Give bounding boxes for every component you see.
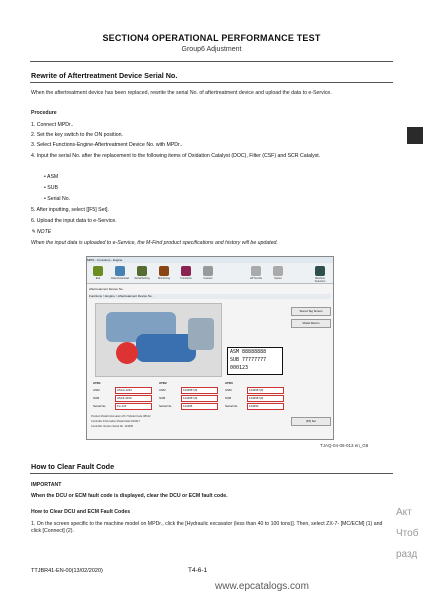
serial-atd2-field[interactable]: 123456 [181, 403, 218, 410]
toolbar-label: Careers [203, 277, 213, 280]
plate-sub: SUB 77777777 [230, 357, 267, 363]
column-atd3: ATD3 [225, 381, 233, 385]
toolbar-label: Monitoring [157, 277, 171, 280]
column-atd2: ATD2 [159, 381, 167, 385]
device-part-gray [188, 318, 214, 350]
window-title: MPDr - Functions - Engine [87, 257, 333, 263]
important-text: When the DCU or ECM fault code is displayed, clear the DCU or ECM fault code. [31, 493, 228, 499]
row-label: ASM [93, 388, 100, 392]
rewrite-title: Rewrite of Aftertreatment Device Serial No. [31, 71, 178, 80]
info-line: Product Model Information ZX-7 Model Code 08132 [91, 415, 151, 418]
machine-selection-icon[interactable] [315, 266, 325, 276]
asm-atd1-field[interactable]: ASCA-1234 [115, 387, 152, 394]
bullet-serial: • Serial No. [44, 196, 71, 202]
header-divider [30, 61, 393, 62]
procedure-label: Procedure [31, 110, 57, 116]
group-heading: Group6 Adjustment [181, 46, 242, 53]
nozzle-icon[interactable] [251, 266, 261, 276]
step-4: 4. Input the serial No. after the replacement to the following items of Oxidation Catalyst (DOC), Filter (CSF) and SCR Catalyst. [31, 153, 321, 159]
plate-asm: ASM 88888888 [230, 349, 267, 355]
model-return-button[interactable]: Model Return [291, 319, 331, 328]
side-text: Акт [396, 507, 412, 518]
sub-atd3-field[interactable]: 1234567(0) [247, 395, 284, 402]
rewrite-intro: When the aftertreatment device has been replaced, rewrite the serial No. of aftertreatment device and upload the data to e-Service. [31, 90, 332, 96]
asm-atd3-field[interactable]: 1234567(0) [247, 387, 284, 394]
info-line: Controller Information Model Date 03/2017 [91, 420, 141, 423]
side-text: разд [396, 549, 418, 560]
row-label: ASM [225, 388, 232, 392]
toolbar-label: Data Download [111, 277, 129, 280]
sub-atd1-field[interactable]: ASCF-4150 [115, 395, 152, 402]
serial-atd3-field[interactable]: 123450 [247, 403, 284, 410]
important-label: IMPORTANT [31, 482, 62, 488]
fault-subtitle: How to Clear DCU and ECM Fault Codes [31, 509, 131, 515]
step-2: 2. Set the key switch to the ON position. [31, 132, 123, 138]
row-label: SUB [159, 396, 166, 400]
functions-icon[interactable] [181, 266, 191, 276]
toolbar-label: HP Nozzle [249, 277, 263, 280]
stored-tag-button[interactable]: Stored Tag Screen [291, 307, 331, 316]
panel-title: Aftertreatment Device No. [89, 287, 124, 291]
serial-atd1-field[interactable]: Fix-123 [115, 403, 152, 410]
row-label: SUB [225, 396, 232, 400]
monitoring-icon[interactable] [159, 266, 169, 276]
aftertreatment-device-image [95, 303, 222, 377]
device-canister [136, 334, 196, 362]
device-part-red [116, 342, 138, 364]
section-heading: SECTION4 OPERATIONAL PERFORMANCE TEST [102, 33, 321, 43]
step-3: 3. Select Functions-Engine-Aftertreatment Device No. with MPDr.. [31, 142, 183, 148]
toolbar-label: Machine Selection [314, 277, 326, 283]
row-label: ASM [159, 388, 166, 392]
column-atd1: ATD1 [93, 381, 101, 385]
note-pencil-icon: ✎ [31, 229, 36, 235]
breadcrumb: Functions > Engine > Aftertreatment Device No. [89, 294, 331, 299]
fault-underline [30, 473, 393, 474]
f5-set-button[interactable]: [F5] Set [291, 417, 331, 426]
sub-atd2-field[interactable]: 1234567(0) [181, 395, 218, 402]
toolbar-label: Serial/Setting [134, 277, 150, 280]
note-text: When the input data is uploaded to e-Service, the M-Find product specifications and history will be updated. [31, 240, 278, 246]
plate-serial: 000123 [230, 365, 249, 371]
figure-caption: TJAQ-04-06-013 en_G8 [320, 443, 369, 448]
fault-step-1: 1. On the screen specific to the machine model on MPDr., click the [Hydraulic excavator (less than 40 to 100 tons)]. Then, select ZX-7- [MC/ECM] (1) and click [Connect] (2). [31, 521, 383, 534]
setting-icon[interactable] [137, 266, 147, 276]
bullet-sub: • SUB [44, 185, 58, 191]
row-label: Serial No. [225, 404, 239, 408]
step-6: 6. Upload the input data to e-Service. [31, 218, 117, 224]
bullet-asm: • ASM [44, 174, 59, 180]
toolbar-label: Functions [180, 277, 192, 280]
watermark: www.epcatalogs.com [215, 581, 309, 592]
step-1: 1. Connect MPDr.. [31, 122, 74, 128]
serial-plate [227, 347, 283, 375]
exit-icon[interactable] [93, 266, 103, 276]
info-line: Controller Version Serial No. 123456 [91, 425, 134, 428]
toolbar-label: Option [274, 277, 282, 280]
toolbar-label: Exit [95, 277, 101, 280]
note-heading: ✎ NOTE [31, 229, 52, 235]
row-label: Serial No. [93, 404, 107, 408]
title-underline [30, 82, 393, 83]
toolbar [87, 263, 333, 284]
careers-icon[interactable] [203, 266, 213, 276]
page-number: T4-6-1 [188, 567, 208, 574]
fault-title: How to Clear Fault Code [31, 462, 115, 471]
mpdr-screenshot [86, 256, 334, 440]
row-label: SUB [93, 396, 100, 400]
row-label: Serial No. [159, 404, 173, 408]
download-icon[interactable] [115, 266, 125, 276]
asm-atd2-field[interactable]: 1234567(0) [181, 387, 218, 394]
document-code: TTJBR41-EN-00(13/02/2020) [31, 568, 103, 574]
section-tab-marker [407, 127, 423, 144]
option-icon[interactable] [273, 266, 283, 276]
step-5: 5. After inputting, select [[F5] Set]. [31, 207, 109, 213]
side-text: Чтоб [396, 528, 419, 539]
